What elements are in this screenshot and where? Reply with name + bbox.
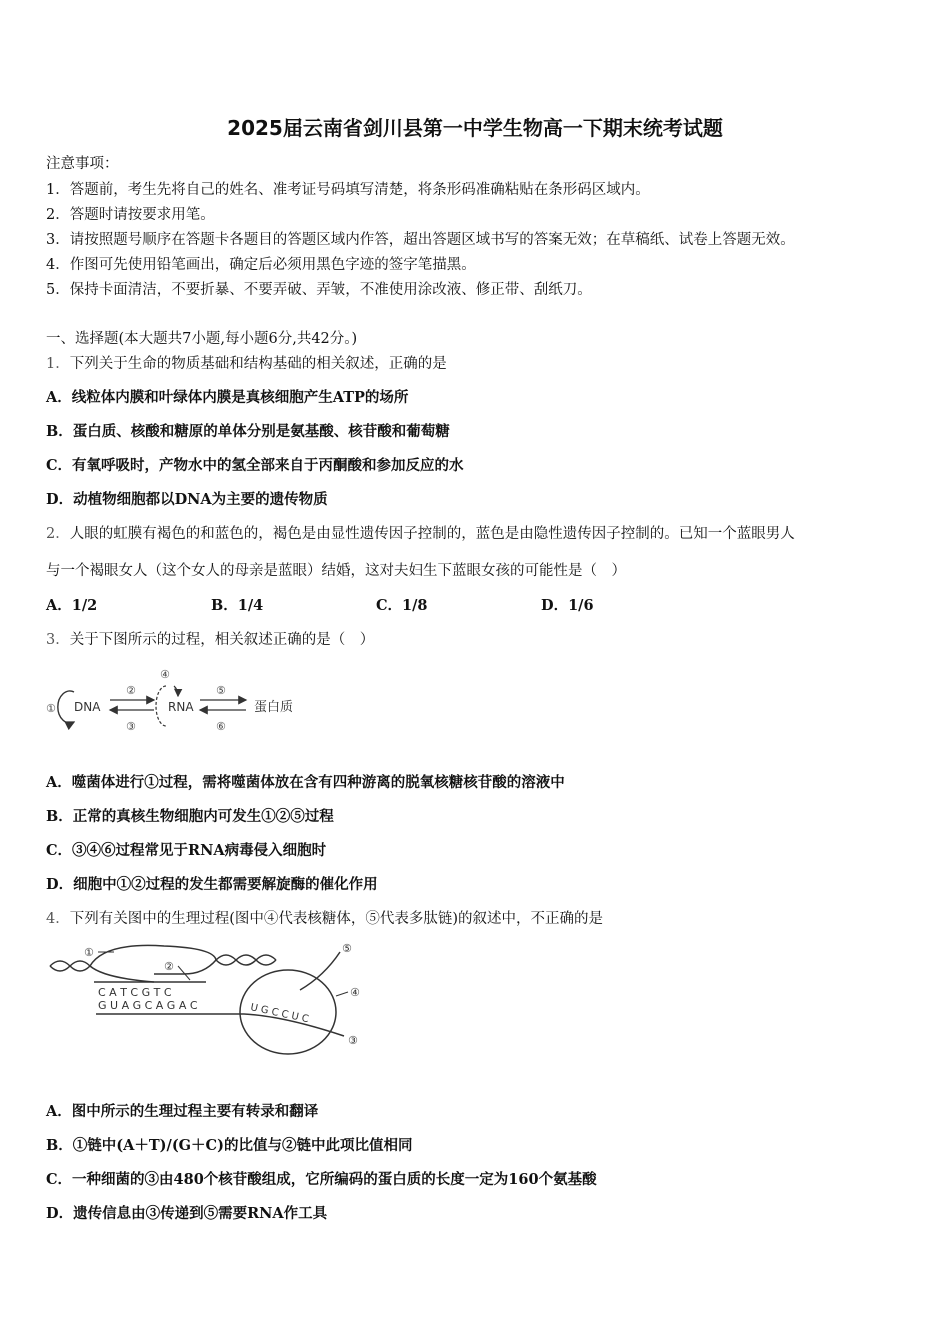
question-text: 下列关于生命的物质基础和结构基础的相关叙述，正确的是 xyxy=(69,356,447,372)
q3-option-c: C．③④⑥过程常见于RNA病毒侵入细胞时 xyxy=(46,842,327,859)
transcription-translation-figure xyxy=(44,936,374,1062)
q2-option-a: A．1/2 xyxy=(46,597,98,614)
q4-option-a: A．图中所示的生理过程主要有转录和翻译 xyxy=(46,1103,319,1120)
q4-option-c: C．一种细菌的③由480个核苷酸组成，它所编码的蛋白质的长度一定为160个氨基酸 xyxy=(46,1171,597,1188)
label-protein: 蛋白质 xyxy=(254,700,294,715)
question-number: 1． xyxy=(46,356,70,372)
central-dogma-figure xyxy=(40,664,310,736)
ribosome-sequence: U G C C U C xyxy=(249,1002,310,1026)
q1-option-b: B．蛋白质、核酸和糖原的单体分别是氨基酸、核苷酸和葡萄糖 xyxy=(46,423,450,440)
question-text: 人眼的虹膜有褐色的和蓝色的，褐色是由显性遗传因子控制的，蓝色是由隐性遗传因子控制的。已知一个蓝眼男人 xyxy=(69,526,795,542)
dna-sequence: C A T C G T C xyxy=(98,986,172,999)
question-2-stem xyxy=(46,522,795,543)
notice-item: 4．作图可先使用铅笔画出，确定后必须用黑色字迹的签字笔描黑。 xyxy=(46,257,476,273)
notice-heading: 注意事项： xyxy=(46,156,119,172)
q4-option-b: B．①链中(A＋T)/(G＋C)的比值与②链中此项比值相同 xyxy=(46,1137,413,1154)
question-number: 3． xyxy=(46,632,70,648)
q1-option-a: A．线粒体内膜和叶绿体内膜是真核细胞产生ATP的场所 xyxy=(46,389,409,406)
notice-item: 1．答题前，考生先将自己的姓名、准考证号码填写清楚，将条形码准确粘贴在条形码区域内。 xyxy=(46,182,650,198)
label-2: ② xyxy=(126,684,136,697)
question-number: 4． xyxy=(46,911,70,927)
label-4: ④ xyxy=(160,668,170,681)
label-1: ① xyxy=(84,946,94,959)
q3-option-b: B．正常的真核生物细胞内可发生①②⑤过程 xyxy=(46,808,334,825)
rna-sequence: G U A G C A G A C xyxy=(98,999,198,1012)
label-5: ⑤ xyxy=(342,942,352,955)
notice-item: 3．请按照题号顺序在答题卡各题目的答题区域内作答，超出答题区域书写的答案无效；在草稿纸、试卷上答题无效。 xyxy=(46,232,795,248)
q1-option-c: C．有氧呼吸时，产物水中的氢全部来自于丙酮酸和参加反应的水 xyxy=(46,457,464,474)
q2-option-d: D．1/6 xyxy=(541,597,594,614)
notice-item: 5．保持卡面清洁，不要折暴、不要弄破、弄皱，不准使用涂改液、修正带、刮纸刀。 xyxy=(46,282,592,298)
q2-option-c: C．1/8 xyxy=(376,597,428,614)
label-3: ③ xyxy=(126,720,136,733)
q3-option-d: D．细胞中①②过程的发生都需要解旋酶的催化作用 xyxy=(46,876,378,893)
label-dna: DNA xyxy=(74,700,101,714)
label-3: ③ xyxy=(348,1034,358,1047)
q3-option-a: A．噬菌体进行①过程，需将噬菌体放在含有四种游离的脱氧核糖核苷酸的溶液中 xyxy=(46,774,565,791)
q1-option-d: D．动植物细胞都以DNA为主要的遗传物质 xyxy=(46,491,328,508)
notice-item: 2．答题时请按要求用笔。 xyxy=(46,207,215,223)
section-heading: 一、选择题(本大题共7小题,每小题6分,共42分。) xyxy=(46,331,358,347)
label-1: ① xyxy=(46,702,56,715)
label-4: ④ xyxy=(350,986,360,999)
label-5: ⑤ xyxy=(216,684,226,697)
question-3-stem xyxy=(46,628,374,649)
q2-option-b: B．1/4 xyxy=(211,597,264,614)
question-4-stem xyxy=(46,907,603,928)
label-6: ⑥ xyxy=(216,720,226,733)
label-rna: RNA xyxy=(168,700,194,714)
page-title: 2025届云南省剑川县第一中学生物高一下期末统考试题 xyxy=(227,116,723,140)
question-text: 关于下图所示的过程，相关叙述正确的是（ ） xyxy=(69,632,375,648)
question-2-stem-cont: 与一个褐眼女人（这个女人的母亲是蓝眼）结婚，这对夫妇生下蓝眼女孩的可能性是（ ） xyxy=(46,563,626,579)
label-2: ② xyxy=(164,960,174,973)
question-1-stem xyxy=(46,352,447,373)
question-number: 2． xyxy=(46,526,70,542)
q4-option-d: D．遗传信息由③传递到⑤需要RNA作工具 xyxy=(46,1205,328,1222)
question-text: 下列有关图中的生理过程(图中④代表核糖体，⑤代表多肽链)的叙述中，不正确的是 xyxy=(69,911,604,927)
